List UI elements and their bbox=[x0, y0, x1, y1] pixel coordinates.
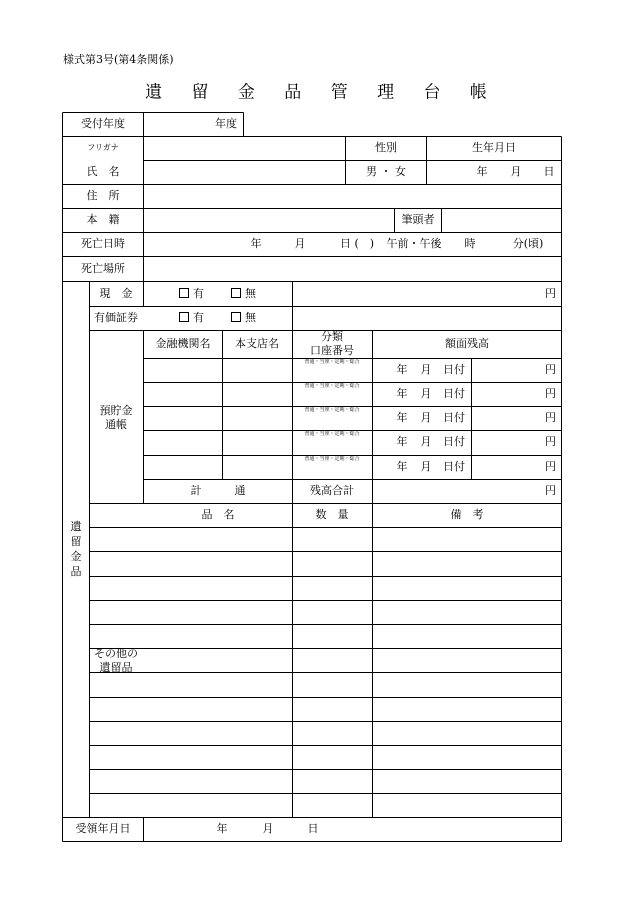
securities-yes-option[interactable]: 有 bbox=[179, 312, 204, 324]
death-minute-unit: 分(頃) bbox=[512, 237, 544, 250]
domicile-label: 本 籍 bbox=[86, 213, 120, 226]
household-head-label: 筆頭者 bbox=[401, 213, 435, 226]
institution-field[interactable] bbox=[144, 431, 222, 455]
cash-amount-field[interactable] bbox=[293, 282, 561, 306]
account-type-options[interactable]: 普通・当座・定期・総合 bbox=[304, 456, 360, 462]
birth-date-label: 生年月日 bbox=[472, 141, 516, 154]
furigana-label: フリガナ bbox=[87, 143, 119, 152]
institution-field[interactable] bbox=[144, 456, 222, 479]
birth-month-unit: 月 bbox=[510, 165, 522, 178]
item-remarks-header: 備 考 bbox=[450, 508, 484, 521]
reception-year-suffix: 年度 bbox=[215, 117, 237, 130]
receipt-year-unit: 年 bbox=[216, 822, 228, 835]
sex-options[interactable]: 男 ・ 女 bbox=[366, 165, 406, 178]
balance-month-unit: 月 bbox=[420, 411, 432, 424]
balance-unit: 円 bbox=[545, 435, 556, 448]
balance-day-unit: 日付 bbox=[443, 411, 465, 424]
cash-no-option[interactable]: 無 bbox=[231, 288, 256, 300]
institution-header: 金融機関名 bbox=[155, 337, 211, 350]
institution-field[interactable] bbox=[144, 407, 222, 430]
item-quantity-header: 数 量 bbox=[315, 508, 349, 521]
name-label: 氏 名 bbox=[86, 165, 120, 178]
total-balance-unit: 円 bbox=[545, 484, 556, 497]
receipt-month-unit: 月 bbox=[262, 822, 274, 835]
name-field[interactable] bbox=[144, 161, 345, 184]
bankbook-label-line1: 預貯金 bbox=[99, 404, 133, 417]
branch-field[interactable] bbox=[223, 407, 292, 430]
account-type-options[interactable]: 普通・当座・定期・総合 bbox=[304, 383, 360, 389]
account-type-options[interactable]: 普通・当座・定期・総合 bbox=[304, 407, 360, 413]
balance-header: 額面残高 bbox=[445, 337, 489, 350]
balance-unit: 円 bbox=[545, 411, 556, 424]
account-header-line1: 分類 bbox=[321, 330, 343, 343]
total-balance-field[interactable] bbox=[373, 480, 561, 503]
checkbox-icon bbox=[179, 312, 189, 322]
balance-year-unit: 年 bbox=[396, 387, 408, 400]
balance-month-unit: 月 bbox=[420, 435, 432, 448]
total-count-label: 計 通 bbox=[190, 484, 246, 497]
total-balance-label: 残高合計 bbox=[310, 484, 354, 497]
household-head-field[interactable] bbox=[442, 209, 561, 232]
balance-month-unit: 月 bbox=[420, 460, 432, 473]
checkbox-icon bbox=[231, 312, 241, 322]
cash-yes-option[interactable]: 有 bbox=[179, 288, 204, 300]
balance-year-unit: 年 bbox=[396, 363, 408, 376]
branch-field[interactable] bbox=[223, 431, 292, 455]
balance-month-unit: 月 bbox=[420, 387, 432, 400]
reception-year-label: 受付年度 bbox=[81, 117, 125, 130]
branch-field[interactable] bbox=[223, 456, 292, 479]
birth-day-unit: 日 bbox=[543, 165, 555, 178]
account-type-options[interactable]: 普通・当座・定期・総合 bbox=[304, 431, 360, 437]
balance-year-unit: 年 bbox=[396, 411, 408, 424]
birth-year-unit: 年 bbox=[476, 165, 488, 178]
cash-label: 現 金 bbox=[99, 287, 133, 300]
balance-unit: 円 bbox=[545, 460, 556, 473]
securities-label: 有価証券 bbox=[94, 311, 138, 324]
furigana-field[interactable] bbox=[144, 137, 345, 160]
securities-detail-field[interactable] bbox=[293, 307, 561, 330]
balance-day-unit: 日付 bbox=[443, 363, 465, 376]
balance-day-unit: 日付 bbox=[443, 387, 465, 400]
account-type-options[interactable]: 普通・当座・定期・総合 bbox=[304, 359, 360, 365]
balance-day-unit: 日付 bbox=[443, 460, 465, 473]
death-place-label: 死亡場所 bbox=[81, 262, 125, 275]
balance-month-unit: 月 bbox=[420, 363, 432, 376]
institution-field[interactable] bbox=[144, 383, 222, 406]
other-items-label-line2: 遺留品 bbox=[99, 661, 133, 674]
form-number: 様式第3号(第4条関係) bbox=[63, 53, 174, 66]
death-day-weekday: 日 ( ) bbox=[339, 237, 375, 250]
page-title: 遺 留 金 品 管 理 台 帳 bbox=[145, 82, 499, 103]
branch-field[interactable] bbox=[223, 383, 292, 406]
domicile-field[interactable] bbox=[144, 209, 394, 232]
branch-field[interactable] bbox=[223, 359, 292, 382]
address-field[interactable] bbox=[144, 185, 561, 208]
receipt-day-unit: 日 bbox=[307, 822, 319, 835]
death-datetime-label: 死亡日時 bbox=[81, 237, 125, 250]
sex-label: 性別 bbox=[375, 141, 397, 154]
death-year-unit: 年 bbox=[250, 237, 262, 250]
securities-no-option[interactable]: 無 bbox=[231, 312, 256, 324]
death-place-field[interactable] bbox=[144, 257, 561, 281]
death-hour-unit: 時 bbox=[464, 237, 476, 250]
balance-year-unit: 年 bbox=[396, 460, 408, 473]
birth-date-field[interactable] bbox=[427, 161, 561, 184]
address-label: 住 所 bbox=[86, 189, 120, 202]
balance-year-unit: 年 bbox=[396, 435, 408, 448]
account-header-line2: 口座番号 bbox=[310, 344, 354, 357]
receipt-date-field[interactable] bbox=[144, 818, 561, 841]
death-month-unit: 月 bbox=[294, 237, 306, 250]
checkbox-icon bbox=[179, 288, 189, 298]
cash-unit: 円 bbox=[545, 287, 556, 300]
branch-header: 本支店名 bbox=[235, 337, 279, 350]
receipt-date-label: 受領年月日 bbox=[75, 822, 131, 835]
balance-day-unit: 日付 bbox=[443, 435, 465, 448]
balance-unit: 円 bbox=[545, 363, 556, 376]
item-name-header: 品 名 bbox=[201, 508, 235, 521]
bankbook-label-line2: 通帳 bbox=[105, 418, 127, 431]
checkbox-icon bbox=[231, 288, 241, 298]
institution-field[interactable] bbox=[144, 359, 222, 382]
other-items-label-line1: その他の bbox=[94, 647, 138, 660]
items-section-label: 遺留金品 bbox=[70, 520, 82, 578]
death-ampm[interactable]: 午前・午後 bbox=[386, 237, 442, 250]
balance-unit: 円 bbox=[545, 387, 556, 400]
